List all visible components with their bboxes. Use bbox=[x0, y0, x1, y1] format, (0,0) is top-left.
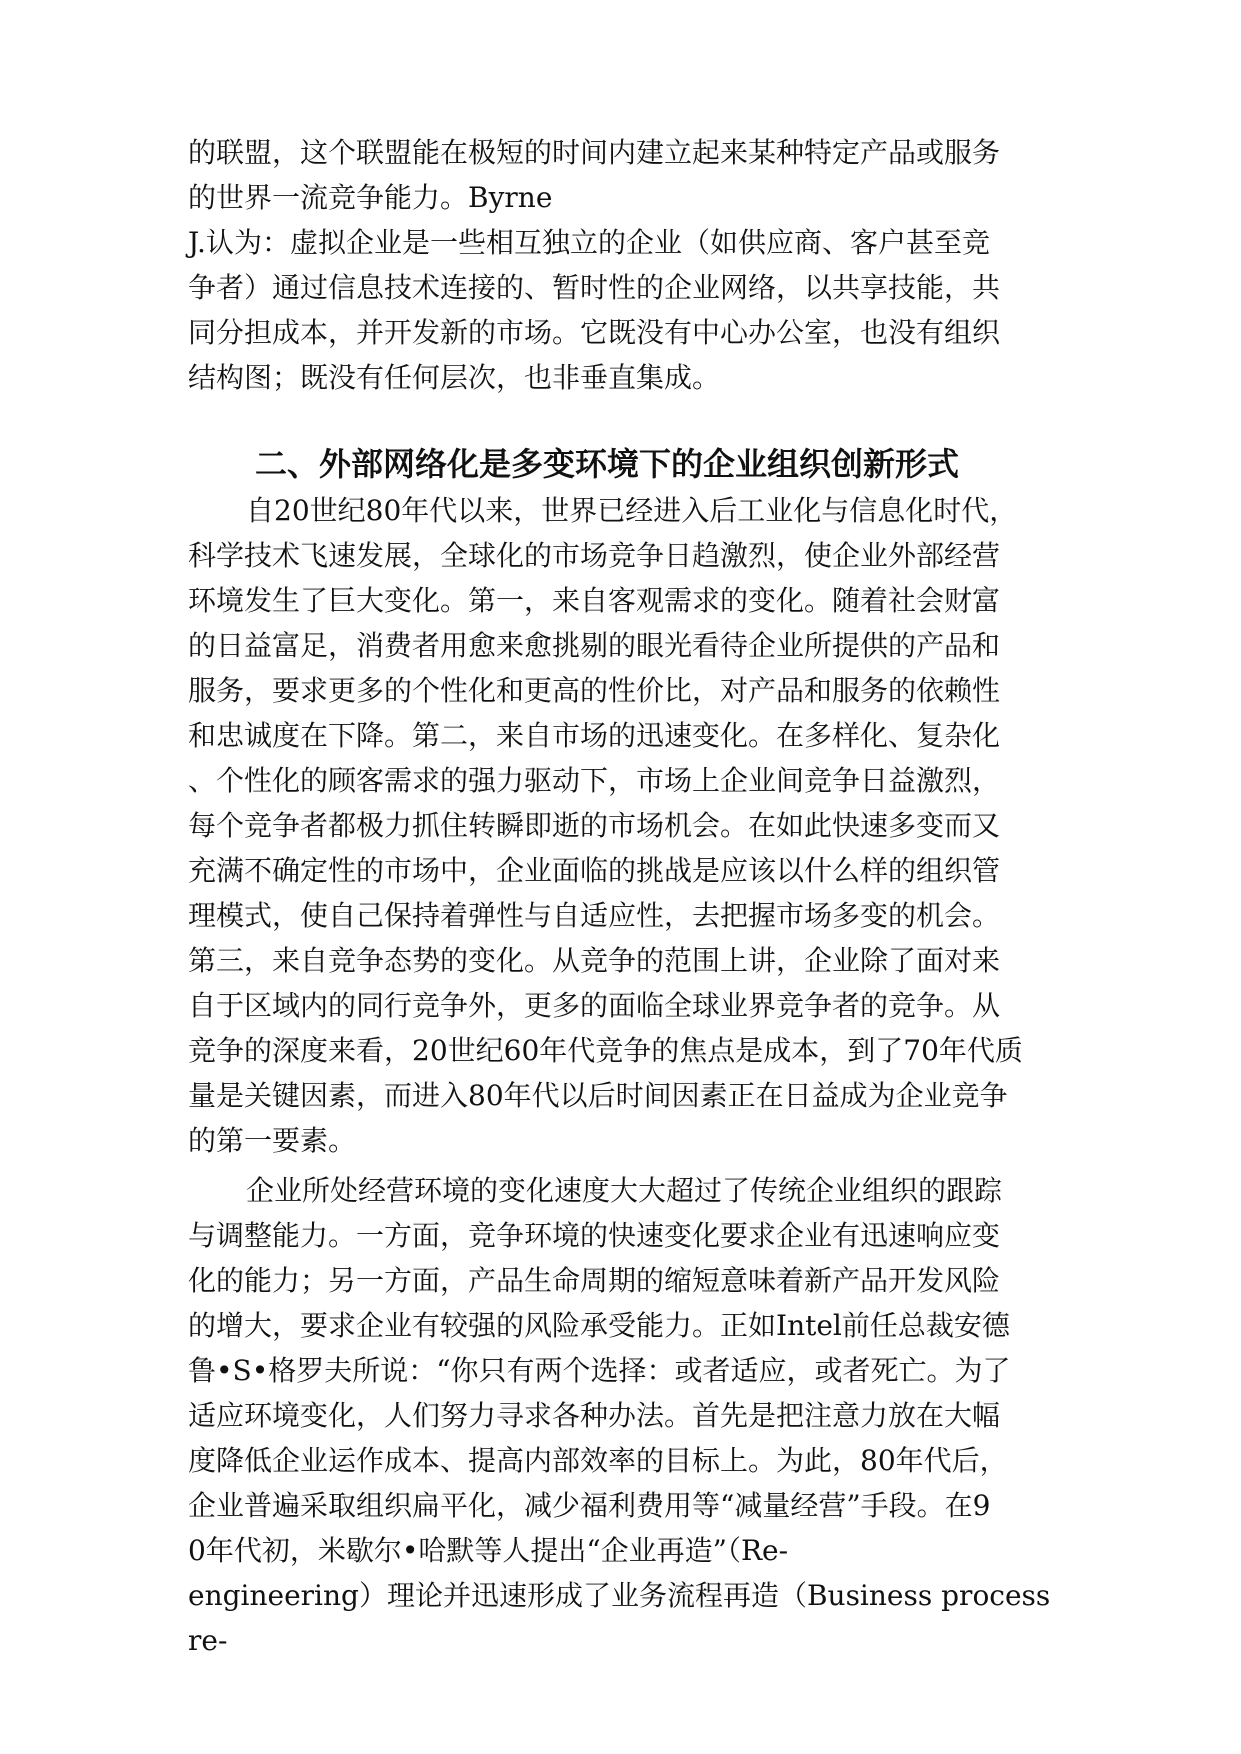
text-line: 理模式，使自己保持着弹性与自适应性，去把握市场多变的机会。 bbox=[188, 899, 1001, 932]
text-line: 的联盟，这个联盟能在极短的时间内建立起来某种特定产品或服务 bbox=[188, 136, 1001, 169]
text-line: 的增大，要求企业有较强的风险承受能力。正如Intel前任总裁安德 bbox=[188, 1309, 1010, 1342]
text-line: 的日益富足，消费者用愈来愈挑剔的眼光看待企业所提供的产品和 bbox=[188, 629, 1001, 662]
text-line: 度降低企业运作成本、提高内部效率的目标上。为此，80年代后， bbox=[188, 1444, 1008, 1477]
text-line: 企业普遍采取组织扁平化，减少福利费用等“减量经营”手段。在9 bbox=[188, 1489, 991, 1522]
text-line: 每个竞争者都极力抓住转瞬即逝的市场机会。在如此快速多变而又 bbox=[188, 809, 1001, 842]
text-line: 自于区域内的同行竞争外，更多的面临全球业界竞争者的竞争。从 bbox=[188, 989, 1001, 1022]
text-line: 、个性化的顾客需求的强力驱动下，市场上企业间竞争日益激烈， bbox=[188, 764, 1001, 797]
section-heading: 二、外部网络化是多变环境下的企业组织创新形式 bbox=[255, 445, 960, 483]
text-line: re- bbox=[188, 1624, 228, 1657]
text-line: 与调整能力。一方面，竞争环境的快速变化要求企业有迅速响应变 bbox=[188, 1219, 1001, 1252]
text-line: 适应环境变化，人们努力寻求各种办法。首先是把注意力放在大幅 bbox=[188, 1399, 1001, 1432]
text-line-first: 自20世纪80年代以来，世界已经进入后工业化与信息化时代， bbox=[246, 494, 1018, 527]
text-line: 结构图；既没有任何层次，也非垂直集成。 bbox=[188, 361, 721, 394]
text-line: 充满不确定性的市场中，企业面临的挑战是应该以什么样的组织管 bbox=[188, 854, 1001, 887]
text-line: 服务，要求更多的个性化和更高的性价比，对产品和服务的依赖性 bbox=[188, 674, 1001, 707]
text-line: 和忠诚度在下降。第二，来自市场的迅速变化。在多样化、复杂化 bbox=[188, 719, 1001, 752]
text-line: 科学技术飞速发展，全球化的市场竞争日趋激烈，使企业外部经营 bbox=[188, 539, 1001, 572]
paragraph-continuation bbox=[188, 130, 1068, 400]
paragraph-environment-changes bbox=[188, 488, 1068, 1163]
text-line: 竞争的深度来看，20世纪60年代竞争的焦点是成本，到了70年代质 bbox=[188, 1034, 1023, 1067]
text-line: 的世界一流竞争能力。Byrne bbox=[188, 181, 553, 214]
text-line: 量是关键因素，而进入80年代以后时间因素正在日益成为企业竞争 bbox=[188, 1079, 1008, 1112]
text-line: 的第一要素。 bbox=[188, 1124, 357, 1157]
paragraph-adaptation bbox=[188, 1168, 1068, 1663]
text-line: engineering）理论并迅速形成了业务流程再造（Business process bbox=[188, 1579, 1051, 1612]
text-line: 第三，来自竞争态势的变化。从竞争的范围上讲，企业除了面对来 bbox=[188, 944, 1001, 977]
text-line: 争者）通过信息技术连接的、暂时性的企业网络，以共享技能，共 bbox=[188, 271, 1001, 304]
text-line: 鲁•S•格罗夫所说：“你只有两个选择：或者适应，或者死亡。为了 bbox=[188, 1354, 1011, 1387]
text-line: 同分担成本，并开发新的市场。它既没有中心办公室，也没有组织 bbox=[188, 316, 1001, 349]
text-line: 环境发生了巨大变化。第一，来自客观需求的变化。随着社会财富 bbox=[188, 584, 1001, 617]
text-line-first: 企业所处经营环境的变化速度大大超过了传统企业组织的跟踪 bbox=[246, 1174, 1003, 1207]
text-line: J.认为：虚拟企业是一些相互独立的企业（如供应商、客户甚至竞 bbox=[188, 226, 990, 259]
text-line: 0年代初，米歇尔•哈默等人提出“企业再造”（Re- bbox=[188, 1534, 789, 1567]
text-line: 化的能力；另一方面，产品生命周期的缩短意味着新产品开发风险 bbox=[188, 1264, 1001, 1297]
